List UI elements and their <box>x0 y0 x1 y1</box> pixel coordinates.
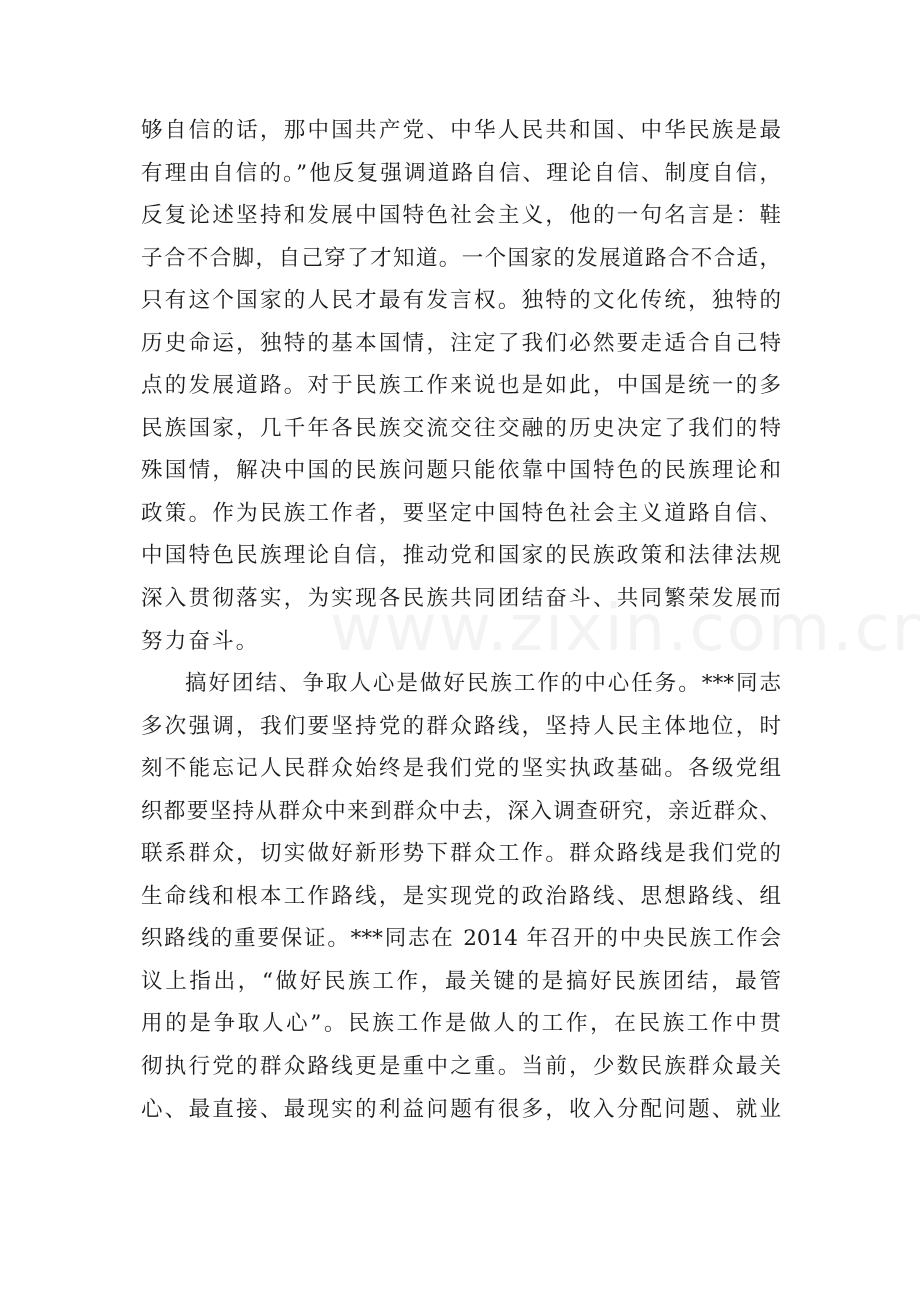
text-line: 历史命运，独特的基本国情，注定了我们必然要走适合自己特 <box>141 330 781 356</box>
text-line: 深入贯彻落实，为实现各民族共同团结奋斗、共同繁荣发展而 <box>141 586 781 612</box>
text-line: 议上指出，“做好民族工作，最关键的是搞好民族团结，最管 <box>141 968 781 994</box>
text-line: 点的发展道路。对于民族工作来说也是如此，中国是统一的多 <box>141 373 781 399</box>
text-line: 努力奋斗。 <box>141 628 260 654</box>
text-line: 子合不合脚，自己穿了才知道。一个国家的发展道路合不合适， <box>141 245 781 271</box>
text-line: 反复论述坚持和发展中国特色社会主义，他的一句名言是：鞋 <box>141 203 781 229</box>
document-body <box>141 110 781 1131</box>
text-line: 生命线和根本工作路线，是实现党的政治路线、思想路线、组 <box>141 883 781 909</box>
text-line: 有理由自信的。”他反复强调道路自信、理论自信、制度自信， <box>141 160 781 186</box>
text-line: 多次强调，我们要坚持党的群众路线，坚持人民主体地位，时 <box>141 713 781 739</box>
paragraph-first-line: 搞好团结、争取人心是做好民族工作的中心任务。***同志 <box>185 671 781 697</box>
text-line: 政策。作为民族工作者，要坚定中国特色社会主义道路自信、 <box>141 500 781 526</box>
text-line: 联系群众，切实做好新形势下群众工作。群众路线是我们党的 <box>141 841 781 867</box>
text-line: 用的是争取人心”。民族工作是做人的工作，在民族工作中贯 <box>141 1011 781 1037</box>
text-line: 心、最直接、最现实的利益问题有很多，收入分配问题、就业 <box>141 1096 781 1122</box>
text-line: 刻不能忘记人民群众始终是我们党的坚实执政基础。各级党组 <box>141 756 781 782</box>
text-line: 民族国家，几千年各民族交流交往交融的历史决定了我们的特 <box>141 415 781 441</box>
text-line: 彻执行党的群众路线更是重中之重。当前，少数民族群众最关 <box>141 1054 781 1080</box>
text-line: 只有这个国家的人民才最有发言权。独特的文化传统，独特的 <box>141 288 781 314</box>
text-line: 织都要坚持从群众中来到群众中去，深入调查研究，亲近群众、 <box>141 798 781 824</box>
text-line: 够自信的话，那中国共产党、中华人民共和国、中华民族是最 <box>141 118 781 143</box>
text-line: 织路线的重要保证。***同志在 2014 年召开的中央民族工作会 <box>141 926 781 952</box>
text-line: 殊国情，解决中国的民族问题只能依靠中国特色的民族理论和 <box>141 458 781 484</box>
text-line: 中国特色民族理论自信，推动党和国家的民族政策和法律法规 <box>141 543 781 569</box>
